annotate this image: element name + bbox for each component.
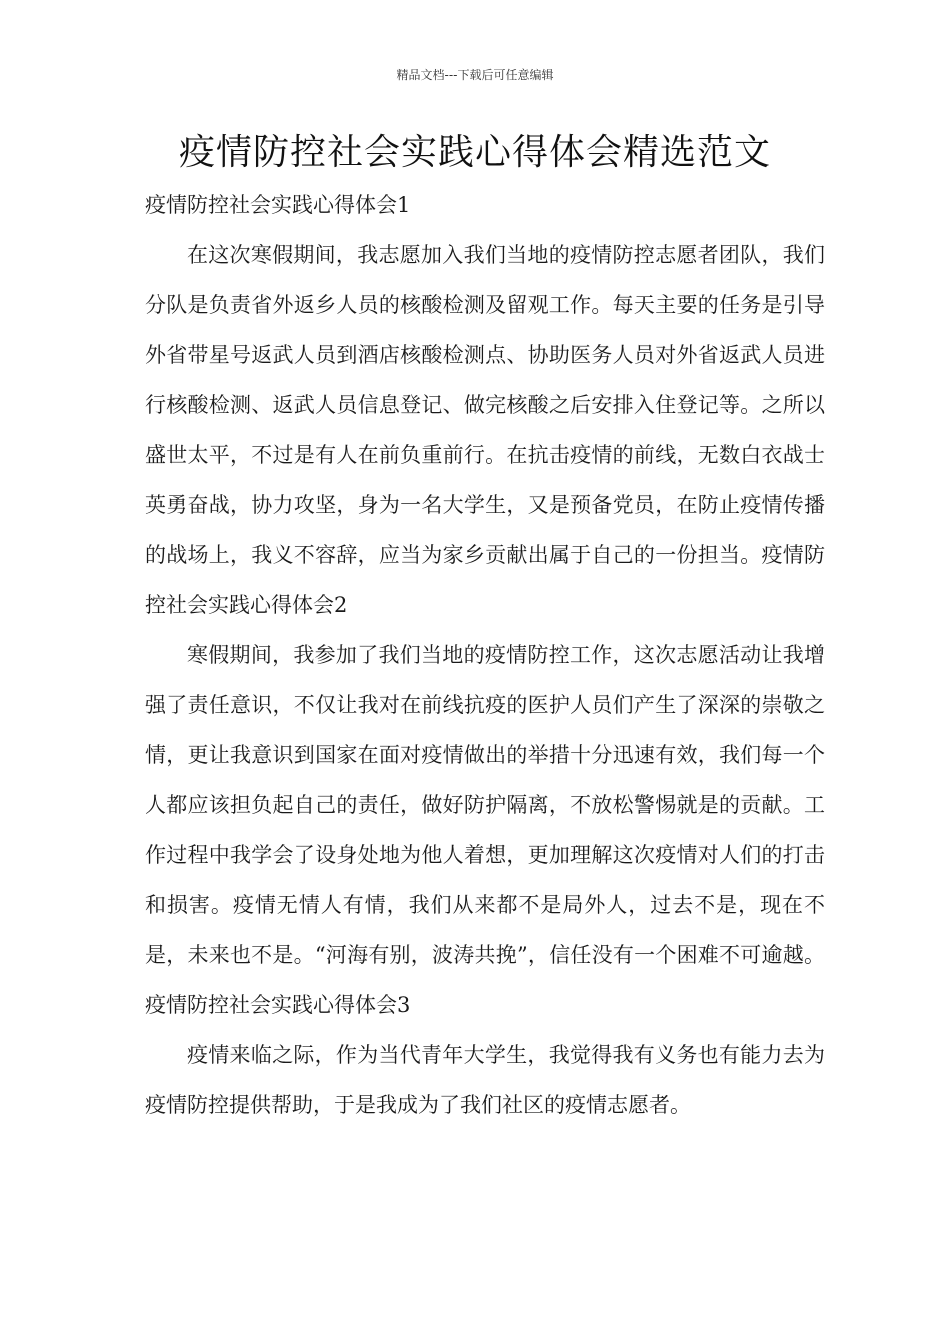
header-note: 精品文档---下载后可任意编辑 (396, 68, 554, 82)
section-heading: 疫情防控社会实践心得体会1 (145, 193, 411, 217)
paragraph: 在这次寒假期间，我志愿加入我们当地的疫情防控志愿者团队，我们分队是负责省外返乡人员的核酸检测及留观工作。每天主要的任务是引导外省带星号返武人员到酒店核酸检测点、协助医务人员对外省返武人员进行核酸检测、返武人员信息登记、做完核酸之后安排入住登记等。之所以盛世太平，不过是有人在前负重前行。在抗击疫情的前线，无数白衣战士英勇奋战，协力攻坚，身为一名大学生，又是预备党员，在防止疫情传播的战场上，我义不容辞，应当为家乡贡献出属于自己的一份担当。疫情防控社会实践心得体会2 (145, 243, 825, 617)
document-body (145, 180, 825, 1130)
document-title: 疫情防控社会实践心得体会精选范文 (178, 132, 771, 173)
paragraph: 疫情来临之际，作为当代青年大学生，我觉得我有义务也有能力去为疫情防控提供帮助，于是我成为了我们社区的疫情志愿者。 (145, 1043, 825, 1117)
paragraph: 寒假期间，我参加了我们当地的疫情防控工作，这次志愿活动让我增强了责任意识，不仅让我对在前线抗疫的医护人员们产生了深深的崇敬之情，更让我意识到国家在面对疫情做出的举措十分迅速有效，我们每一个人都应该担负起自己的责任，做好防护隔离，不放松警惕就是的贡献。工作过程中我学会了设身处地为他人着想，更加理解这次疫情对人们的打击和损害。疫情无情人有情，我们从来都不是局外人，过去不是，现在不是，未来也不是。“河海有别，波涛共挽”，信任没有一个困难不可逾越。疫情防控社会实践心得体会3 (145, 643, 825, 1017)
